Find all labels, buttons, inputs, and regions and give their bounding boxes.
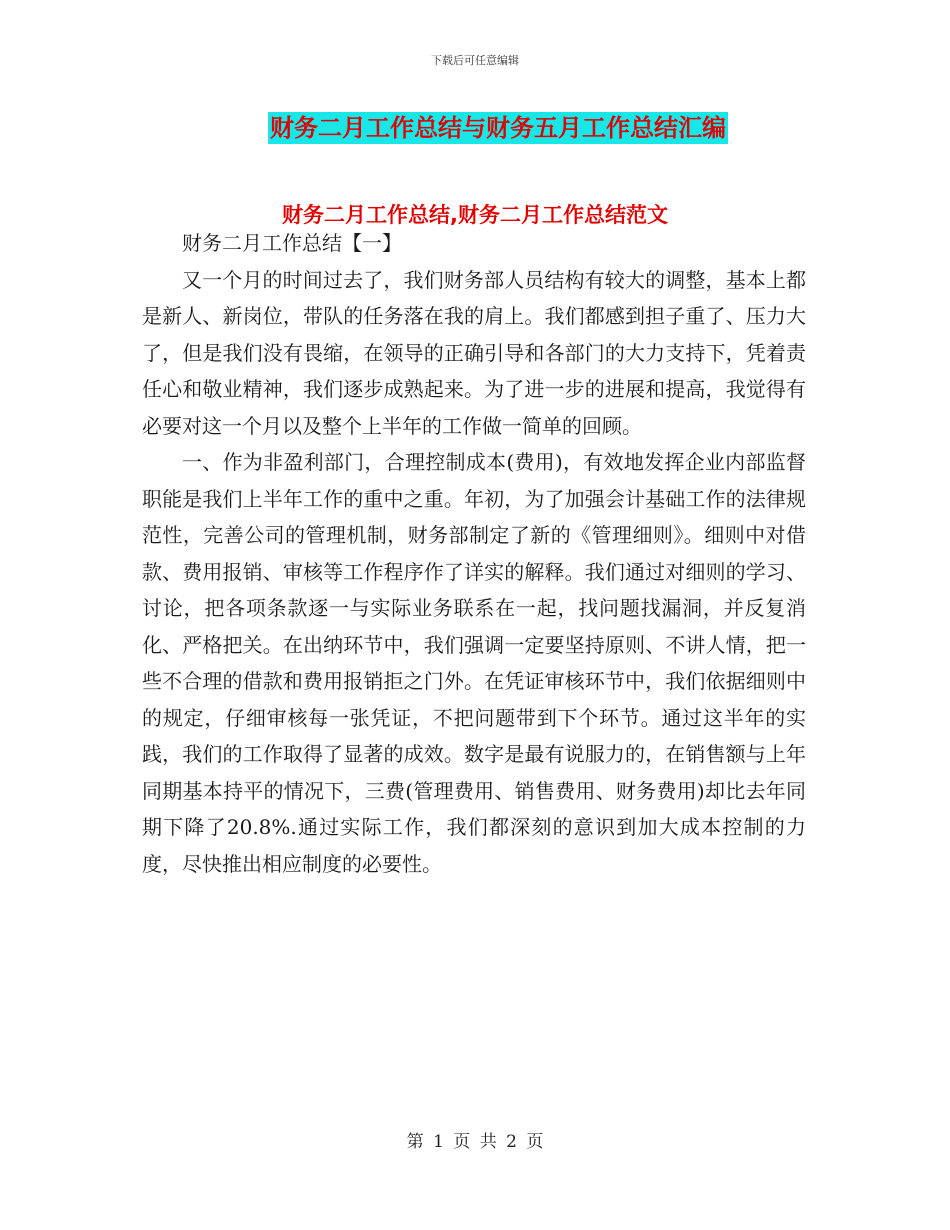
document-body: [142, 225, 806, 882]
section-heading: 财务二月工作总结【一】: [182, 231, 402, 255]
sub-title: 财务二月工作总结,财务二月工作总结范文: [282, 203, 668, 227]
main-title: 财务二月工作总结与财务五月工作总结汇编: [270, 114, 726, 142]
page-footer: 第 1 页 共 2 页: [406, 1132, 544, 1152]
paragraph-cost-control: 一、作为非盈利部门，合理控制成本(费用)，有效地发挥企业内部监督职能是我们上半年工作的重中之重。年初，为了加强会计基础工作的法律规范性，完善公司的管理机制，财务部制定了新的《管理细则》。细则中对借款、费用报销、审核等工作程序作了详实的解释。我们通过对细则的学习、讨论，把各项条款逐一与实际业务联系在一起，找问题找漏洞，并反复消化、严格把关。在出纳环节中，我们强调一定要坚持原则、不讲人情，把一些不合理的借款和费用报销拒之门外。在凭证审核环节中，我们依据细则中的规定，仔细审核每一张凭证，不把问题带到下个环节。通过这半年的实践，我们的工作取得了显著的成效。数字是最有说服力的，在销售额与上年同期基本持平的情况下，三费(管理费用、销售费用、财务费用)却比去年同期下降了20.8%.通过实际工作，我们都深刻的意识到加大成本控制的力度，尽快推出相应制度的必要性。: [142, 450, 806, 876]
paragraph-intro: 又一个月的时间过去了，我们财务部人员结构有较大的调整，基本上都是新人、新岗位，带队的任务落在我的肩上。我们都感到担子重了、压力大了，但是我们没有畏缩，在领导的正确引导和各部门的大力支持下，凭着责任心和敬业精神，我们逐步成熟起来。为了进一步的进展和提高，我觉得有必要对这一个月以及整个上半年的工作做一简单的回顾。: [142, 267, 806, 438]
main-title-wrap: [0, 112, 950, 144]
header-note: 下载后可任意编辑: [431, 54, 519, 67]
